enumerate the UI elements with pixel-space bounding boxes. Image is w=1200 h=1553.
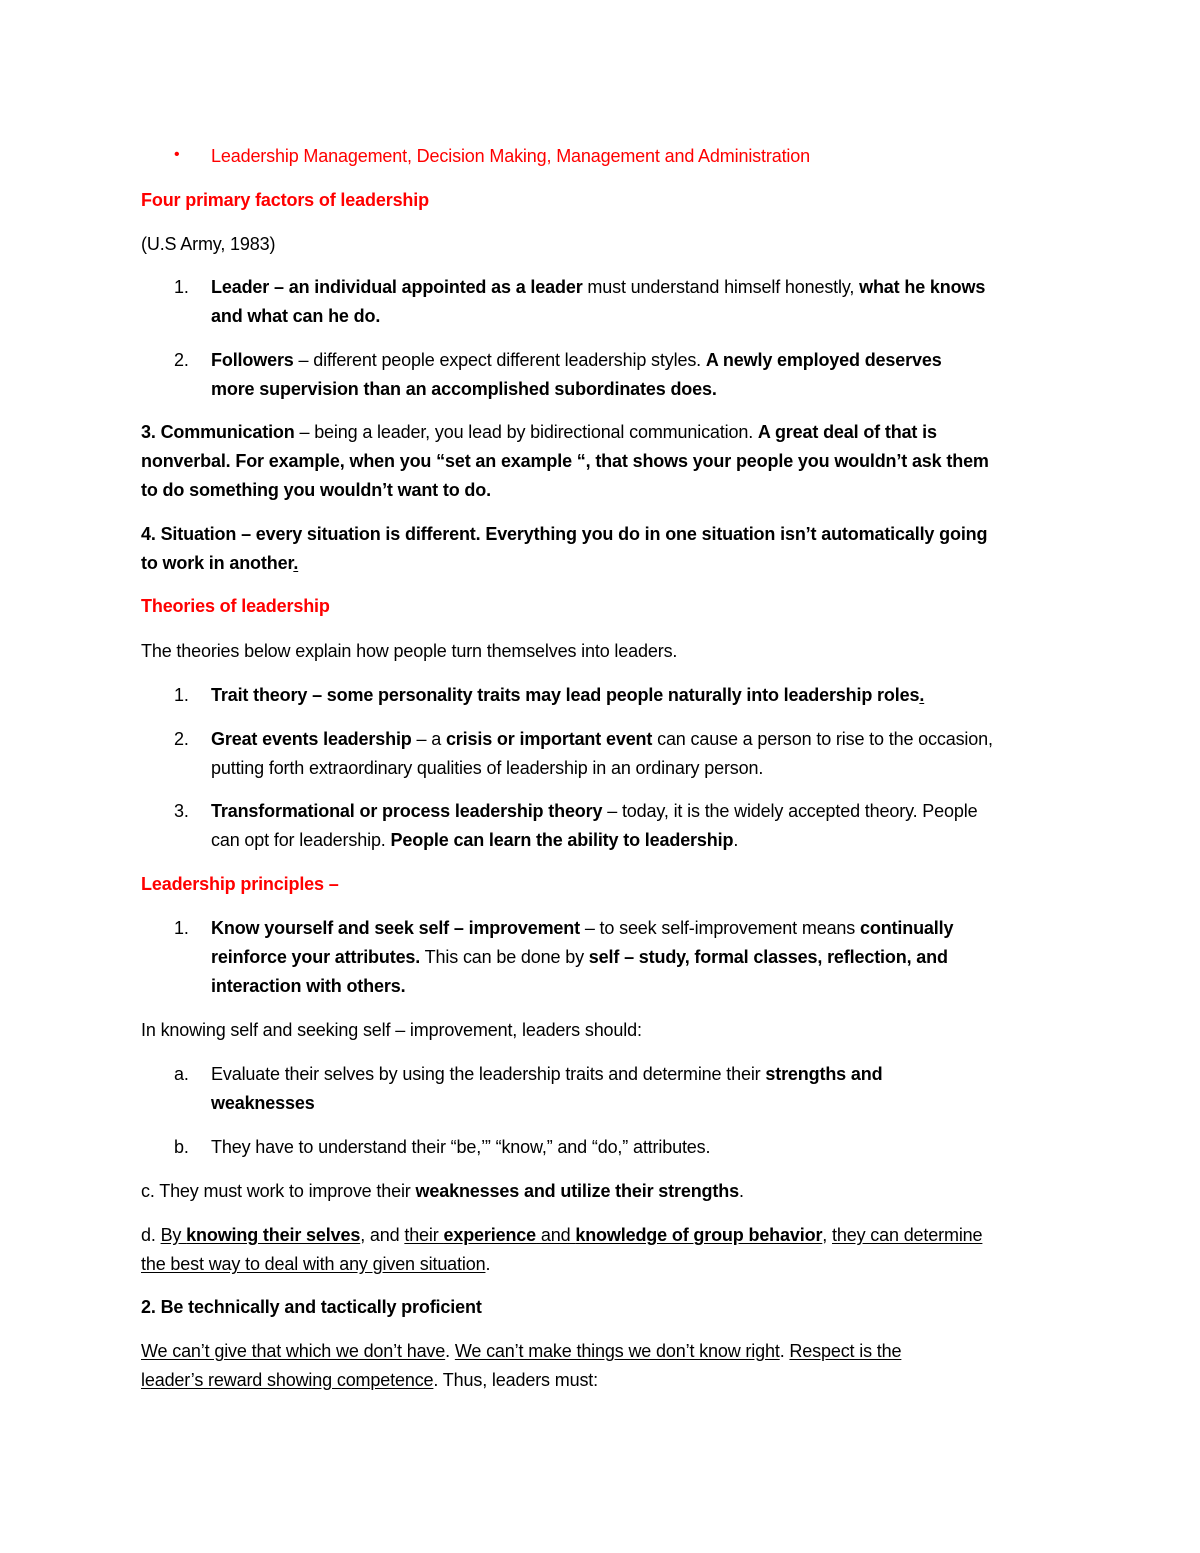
list-number: 4. <box>141 524 156 544</box>
list-number: 3. <box>141 422 156 442</box>
bold-phrase: an individual appointed as a leader <box>288 277 583 297</box>
bullet-marker: • <box>174 146 180 163</box>
bold-phrase: Situation – every situation is different. Everything you do in one situation isn’t automatically going <box>155 524 988 544</box>
bold-phrase: reinforce your attributes. <box>211 947 421 967</box>
bold-phrase: People can learn the ability to leadership <box>390 830 734 850</box>
sub-item-b: They have to understand their “be,’” “know,” and “do,” attributes. <box>211 1137 711 1157</box>
theories-intro: The theories below explain how people turn themselves into leaders. <box>141 641 678 661</box>
bold-phrase: Trait theory – some personality traits may lead people naturally into leadership roles <box>211 685 920 705</box>
plain-text: , <box>822 1225 832 1245</box>
underlined-period: . <box>293 553 299 573</box>
underlined-text: the best way to deal with any given situation <box>141 1254 486 1274</box>
plain-text: – different people expect different leadership styles. <box>293 350 706 370</box>
section-heading-principles: Leadership principles – <box>141 874 339 894</box>
list-item-great-events <box>211 728 993 750</box>
underlined-text: their <box>404 1225 444 1245</box>
underlined-bold-text: knowledge of group behavior <box>575 1225 823 1245</box>
list-number: 1. <box>174 685 189 705</box>
list-item-great-events-cont: putting forth extraordinary qualities of leadership in an ordinary person. <box>211 758 764 778</box>
underlined-text: Respect is the <box>789 1341 902 1361</box>
bold-phrase: A great deal of that is <box>757 422 937 442</box>
bold-phrase: strengths and <box>765 1064 883 1084</box>
bold-phrase: what he knows <box>859 277 986 297</box>
underlined-text: By <box>160 1225 187 1245</box>
bullet-item-text: Leadership Management, Decision Making, Management and Administration <box>211 146 810 166</box>
term-leader: Leader <box>211 277 270 297</box>
bold-phrase: and utilize their strengths <box>519 1181 739 1201</box>
bold-phrase: self – study, formal classes, reflection, and <box>588 947 948 967</box>
list-number: 1. <box>174 918 189 938</box>
list-item-trait-theory <box>211 684 924 706</box>
section-heading-theories: Theories of leadership <box>141 596 330 616</box>
underlined-bold-text: knowing their selves <box>186 1225 361 1245</box>
bold-phrase: Know yourself and seek self – improvement <box>211 918 580 938</box>
underlined-text: and <box>536 1225 576 1245</box>
bold-phrase: continually <box>860 918 954 938</box>
plain-text: . <box>779 1341 790 1361</box>
list-item-followers-cont: more supervision than an accomplished subordinates does. <box>211 379 717 399</box>
bold-phrase: A newly employed deserves <box>705 350 942 370</box>
underlined-text: leader’s reward showing competence <box>141 1370 434 1390</box>
plain-text: , and <box>360 1225 405 1245</box>
list-item-communication <box>141 421 937 443</box>
underlined-period: . <box>919 685 925 705</box>
plain-text: can cause a person to rise to the occasion, <box>652 729 993 749</box>
plain-text: must understand himself honestly, <box>582 277 860 297</box>
list-item-leader <box>211 276 985 298</box>
plain-text: – to seek self-improvement means <box>579 918 860 938</box>
list-item-transformational <box>211 800 977 822</box>
plain-text: Evaluate their selves by using the leadership traits and determine their <box>211 1064 766 1084</box>
list-item-situation-cont <box>141 552 298 574</box>
list-item-know-yourself-cont: interaction with others. <box>211 976 406 996</box>
plain-text: – today, it is the widely accepted theory. People <box>602 801 978 821</box>
list-item-leader-cont: and what can he do. <box>211 306 381 326</box>
list-number: 1. <box>174 277 189 297</box>
list-number: 2. <box>174 350 189 370</box>
list-item-know-yourself-cont <box>211 946 948 968</box>
underlined-bold-text: experience <box>443 1225 537 1245</box>
plain-text: . <box>733 830 739 850</box>
plain-text: . <box>445 1341 455 1361</box>
underlined-text: they can determine <box>832 1225 983 1245</box>
plain-text: d. <box>141 1225 161 1245</box>
bold-phrase: crisis or important event <box>445 729 653 749</box>
plain-text: can opt for leadership. <box>211 830 391 850</box>
citation: (U.S Army, 1983) <box>141 234 276 254</box>
list-item-situation <box>141 523 987 545</box>
plain-text: . Thus, leaders must: <box>433 1370 598 1390</box>
list-number: 3. <box>174 801 189 821</box>
list-item-communication-cont: nonverbal. For example, when you “set an example “, that shows your people you wouldn’t ask them <box>141 451 989 471</box>
closing-paragraph <box>141 1340 901 1362</box>
list-item-know-yourself <box>211 917 953 939</box>
underlined-text: We can’t make things we don’t know right <box>454 1341 780 1361</box>
plain-text: . <box>738 1181 744 1201</box>
sub-item-d <box>141 1224 982 1246</box>
list-number: 2. <box>174 729 189 749</box>
sub-item-d-cont <box>141 1253 490 1275</box>
sub-item-a <box>211 1063 882 1085</box>
term-communication: Communication <box>155 422 295 442</box>
bold-phrase: Transformational or process leadership theory <box>211 801 603 821</box>
sub-letter: a. <box>174 1064 189 1084</box>
principle-2-heading: 2. Be technically and tactically proficient <box>141 1297 482 1317</box>
plain-text: – a <box>411 729 446 749</box>
plain-text: This can be done by <box>420 947 589 967</box>
sub-letter: b. <box>174 1137 189 1157</box>
plain-text: – being a leader, you lead by bidirectional communication. <box>294 422 758 442</box>
self-improvement-intro: In knowing self and seeking self – improvement, leaders should: <box>141 1020 642 1040</box>
bold-phrase: weaknesses <box>415 1181 520 1201</box>
sub-item-a-cont: weaknesses <box>211 1093 315 1113</box>
plain-text: c. They must work to improve their <box>141 1181 416 1201</box>
dash: – <box>269 277 289 297</box>
closing-paragraph-cont <box>141 1369 598 1391</box>
list-item-communication-cont: to do something you wouldn’t want to do. <box>141 480 491 500</box>
bold-phrase: Great events leadership <box>211 729 412 749</box>
sub-item-c <box>141 1180 744 1202</box>
bold-phrase: to work in another <box>141 553 294 573</box>
underlined-text: We can’t give that which we don’t have <box>141 1341 446 1361</box>
section-heading-factors: Four primary factors of leadership <box>141 190 429 210</box>
term-followers: Followers <box>211 350 294 370</box>
plain-text: . <box>485 1254 491 1274</box>
list-item-followers <box>211 349 942 371</box>
list-item-transformational-cont <box>211 829 738 851</box>
